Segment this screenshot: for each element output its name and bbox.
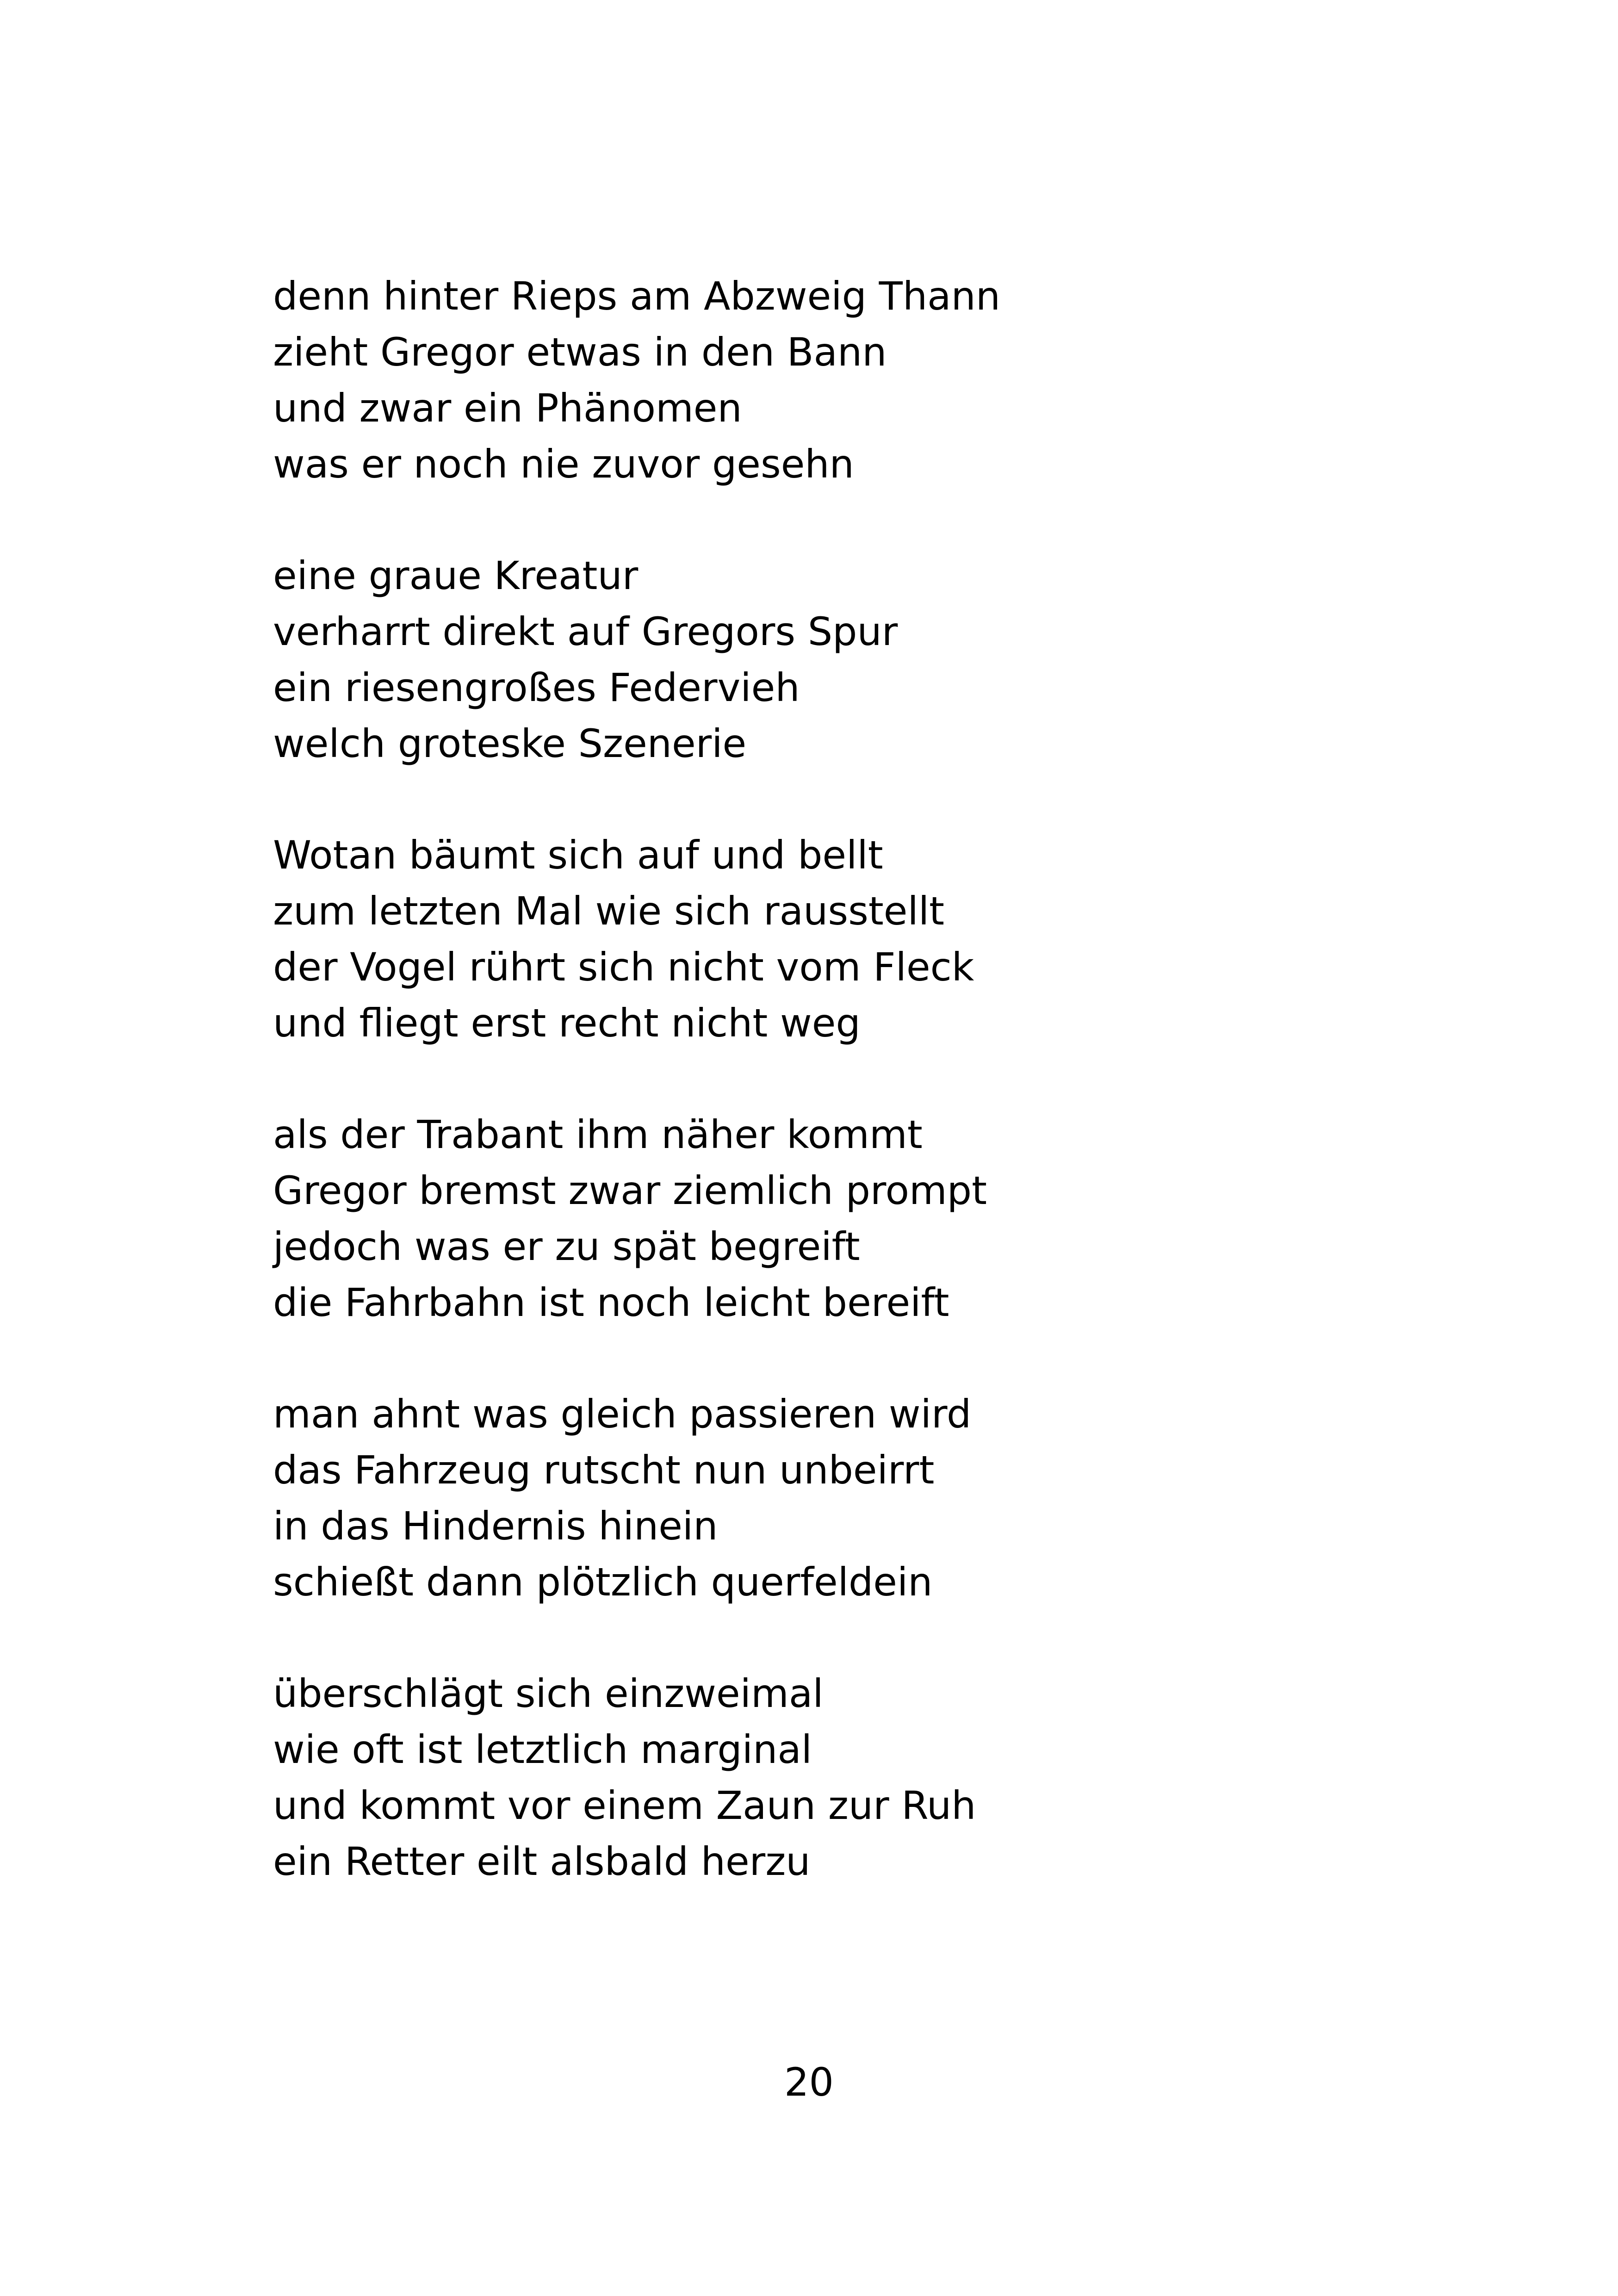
poem-line: man ahnt was gleich passieren wird [273, 1391, 972, 1437]
poem-line: was er noch nie zuvor gesehn [273, 441, 854, 487]
poem-line: Gregor bremst zwar ziemlich prompt [273, 1168, 987, 1213]
poem-line: eine graue Kreatur [273, 553, 639, 598]
poem-line: das Fahrzeug rutscht nun unbeirrt [273, 1447, 935, 1493]
page-number: 20 [784, 2060, 834, 2105]
poem-line: zieht Gregor etwas in den Bann [273, 329, 887, 375]
poem-line: und zwar ein Phänomen [273, 385, 742, 431]
poem-line: ein Retter eilt alsbald herzu [273, 1839, 811, 1884]
poem-line: wie oft ist letztlich marginal [273, 1727, 812, 1772]
poem-line: schießt dann plötzlich querfeldein [273, 1559, 933, 1605]
stanza-2 [273, 548, 1430, 772]
poem-line: und fliegt erst recht nicht weg [273, 1000, 861, 1046]
stanza-3 [273, 827, 1430, 1051]
poem-line: ein riesengroßes Federvieh [273, 665, 800, 710]
stanza-5 [273, 1386, 1430, 1610]
poem-line: der Vogel rührt sich nicht vom Fleck [273, 944, 974, 990]
poem-line: als der Trabant ihm näher kommt [273, 1112, 923, 1157]
poem-line: welch groteske Szenerie [273, 721, 747, 766]
poem-line: Wotan bäumt sich auf und bellt [273, 832, 883, 878]
poem-line: und kommt vor einem Zaun zur Ruh [273, 1783, 976, 1828]
stanza-4 [273, 1107, 1430, 1331]
poem-body [273, 268, 1430, 1890]
poem-line: jedoch was er zu spät begreift [273, 1224, 860, 1269]
poem-line: denn hinter Rieps am Abzweig Thann [273, 273, 1001, 319]
poem-line: in das Hindernis hinein [273, 1503, 718, 1549]
stanza-1 [273, 268, 1430, 492]
poem-line: die Fahrbahn ist noch leicht bereift [273, 1280, 949, 1325]
poem-line: verharrt direkt auf Gregors Spur [273, 609, 898, 654]
stanza-6 [273, 1666, 1430, 1890]
poem-line: überschlägt sich einzweimal [273, 1671, 824, 1716]
poem-line: zum letzten Mal wie sich rausstellt [273, 888, 945, 934]
